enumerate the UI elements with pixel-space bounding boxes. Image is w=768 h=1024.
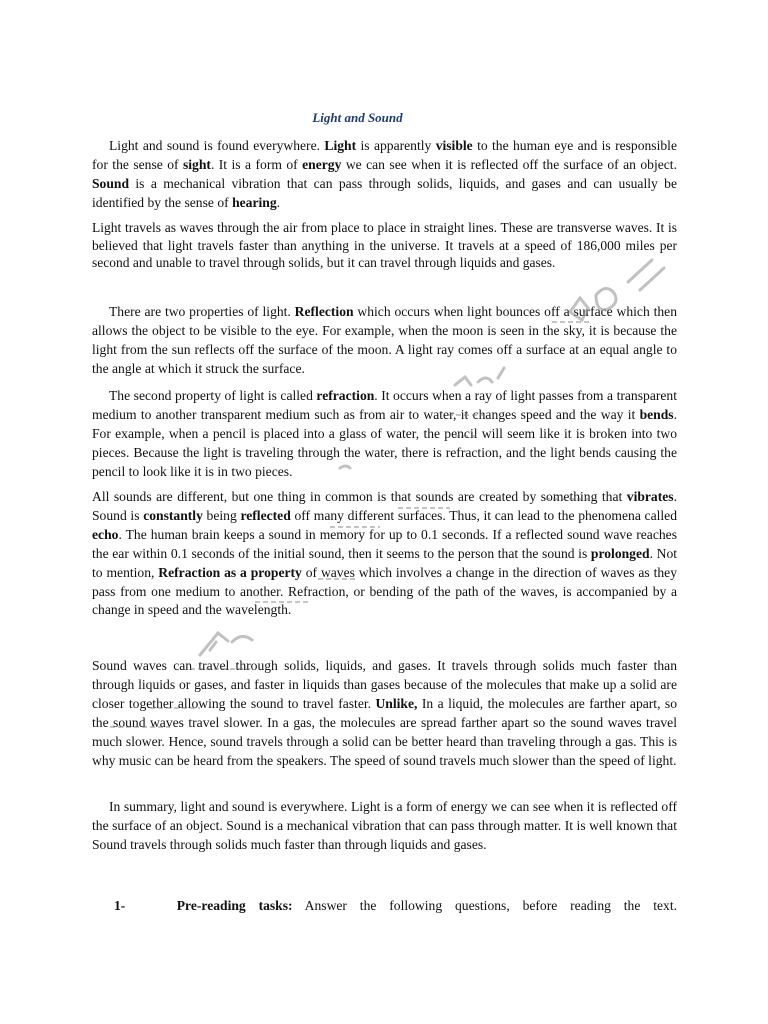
text-run: . For example, when a pencil is placed into a glass of water, the pencil will seem like it is broken into two pieces. Because the light is traveling through the water, there is refraction, and the light bends causing the pencil to look like it is in two pieces. bbox=[92, 406, 677, 479]
bold-term: reflected bbox=[240, 507, 291, 523]
bold-term: visible bbox=[435, 138, 473, 153]
text-run: being bbox=[202, 507, 241, 523]
paragraph-summary bbox=[92, 798, 677, 855]
bold-term: Unlike, bbox=[375, 695, 418, 711]
text-run: is a mechanical vibration that can pass through solids, liquids, and gases and can usually be identified by the sense of bbox=[92, 175, 677, 210]
text-run: Light and sound is found everywhere. bbox=[109, 138, 325, 153]
text-run: Sound waves can travel through solids, liquids, and gases. It travels through solids much faster than through liquids or gases, and faster in liquids than gases because of the molecules that make up a solid are closer together allowing the sound to travel faster. bbox=[92, 658, 677, 711]
bold-term: Sound bbox=[92, 175, 130, 191]
text-run: All sounds are different, but one thing in common is that sounds are created by something that bbox=[92, 489, 627, 504]
text-run: . Not to mention, bbox=[92, 545, 678, 580]
text-run: In a liquid, the molecules are farther apart, so the sound waves travel slower. In a gas, the molecules are spread farther apart so the sound waves travel much slower. Hence, sound travels through a solid can be better heard than traveling through a gas. This is why music can be heard from the speakers. The speed of sound travels much slower than the speed of light. bbox=[92, 695, 677, 768]
text-run: . The human brain keeps a sound in memory for up to 0.1 seconds. If a reflected sound wave reaches the ear within 0.1 seconds of the initial sound, then it seems to the person that the sound is bbox=[92, 526, 677, 561]
document-title: Light and Sound bbox=[312, 110, 403, 125]
text-run: . It is a form of bbox=[210, 156, 303, 172]
text-run: There are two properties of light. bbox=[109, 304, 295, 319]
text-run: is apparently bbox=[356, 138, 436, 153]
bold-term: echo bbox=[92, 526, 119, 542]
task-text: Answer the following questions, before reading the text. bbox=[292, 898, 678, 913]
bold-term: energy bbox=[302, 156, 342, 172]
text-run: to the human eye and is responsible for the sense of bbox=[92, 138, 677, 172]
bold-term: refraction bbox=[316, 388, 375, 403]
bold-term: sight bbox=[182, 156, 211, 172]
task-number: 1- bbox=[114, 898, 126, 913]
text-run: The second property of light is called bbox=[109, 388, 317, 403]
text-run: In summary, light and sound is everywhere. Light is a form of energy we can see when it is reflected off the surface of an object. Sound is a mechanical vibration that can pass through matter. It is well known that Sound travels through solids much faster than through liquids and gases. bbox=[92, 799, 677, 852]
text-run: of waves which involves a change in the direction of waves as they pass from one medium to another. Refraction, or bending of the path of the waves, is accompanied by a change in speed and the wavelength. bbox=[92, 564, 677, 618]
text-run: . bbox=[276, 194, 281, 210]
paragraph-refraction bbox=[92, 387, 677, 482]
paragraph-light-travel bbox=[92, 219, 677, 272]
bold-term: constantly bbox=[143, 507, 203, 523]
text-run: which occurs when light bounces off a surface which then allows the object to be visible to the eye. For example, when the moon is seen in the sky, it is because the light from the sun reflects off the surface of the moon. A light ray comes off a surface at an equal angle to the angle at which it struck the surface. bbox=[92, 304, 677, 376]
bold-term: prolonged bbox=[590, 545, 650, 561]
bold-term: bends bbox=[639, 406, 674, 422]
bold-term: Reflection bbox=[294, 304, 354, 319]
paragraph-intro bbox=[92, 137, 677, 213]
text-run: . It occurs when a ray of light passes from a transparent medium to another transparent medium such as from air to water, it changes speed and the way it bbox=[92, 388, 677, 422]
text-run: Light travels as waves through the air from place to place in straight lines. These are transverse waves. It is believed that light travels faster than anything in the universe. It travels at a speed of 186,000 miles per second and unable to travel through solids, but it can travel through liquids and gases. bbox=[92, 220, 677, 271]
text-run: . Sound is bbox=[92, 489, 677, 523]
text-run: off many different surfaces. Thus, it can lead to the phenomena called bbox=[290, 507, 677, 523]
paragraph-sound-waves bbox=[92, 657, 677, 770]
bold-term: Light bbox=[324, 138, 357, 153]
text-run: we can see when it is reflected off the surface of an object. bbox=[341, 156, 677, 172]
bold-term: vibrates bbox=[626, 489, 674, 504]
bold-term: hearing bbox=[232, 194, 277, 210]
paragraph-reflection bbox=[92, 303, 677, 379]
paragraph-sound-echo bbox=[92, 488, 677, 620]
pre-reading-task bbox=[114, 898, 677, 914]
bold-term: Refraction as a property bbox=[158, 564, 302, 580]
task-label: Pre-reading tasks: bbox=[176, 898, 293, 913]
